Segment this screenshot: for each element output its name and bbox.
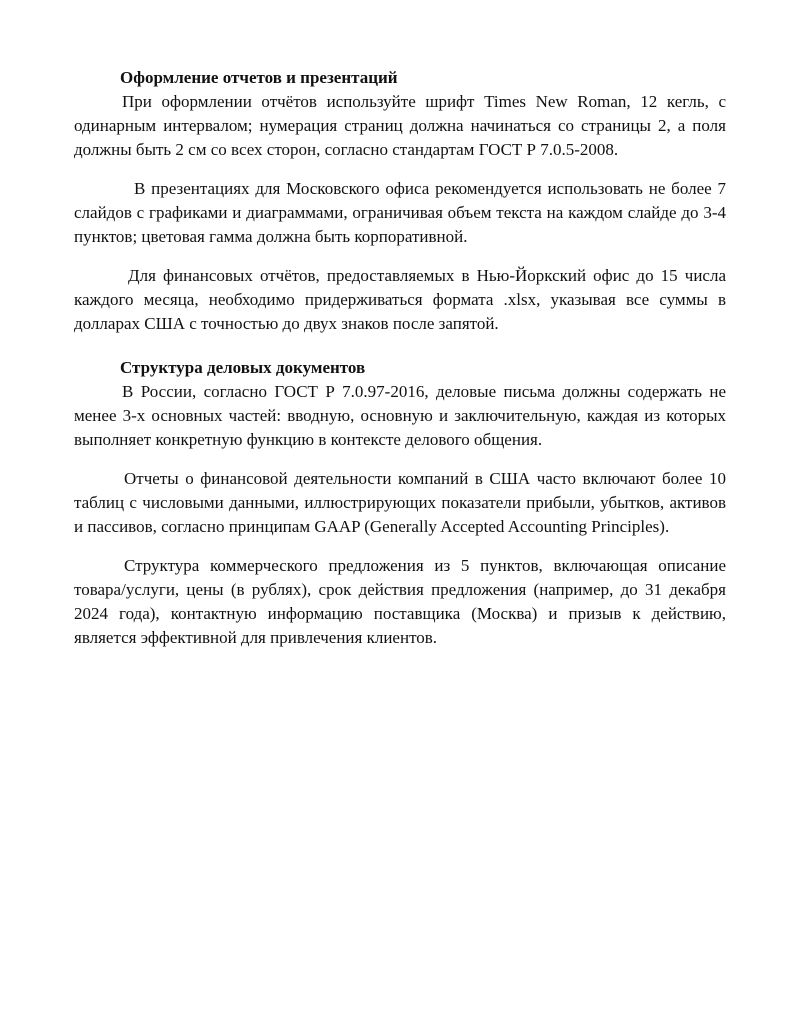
paragraph-financial-reports: Для финансовых отчётов, предоставляемых в Нью-Йоркский офис до 15 числа каждого месяца, необходимо придерживаться формата .xlsx, указывая все суммы в долларах США с точностью до двух знаков после запятой. <box>74 266 726 333</box>
section-heading-business-documents: Структура деловых документов <box>120 358 366 377</box>
paragraph-business-letters: В России, согласно ГОСТ Р 7.0.97-2016, деловые письма должны содержать не менее 3-х основных частей: вводную, основную и заключительную, каждая из которых выполняет конкретную функцию в контексте делового общения. <box>74 382 726 449</box>
paragraph-us-financial-reports: Отчеты о финансовой деятельности компаний в США часто включают более 10 таблиц с числовыми данными, иллюстрирующих показатели прибыли, убытков, активов и пассивов, согласно принципам GAAP (Generally Accepted Accounting Principles). <box>74 469 726 536</box>
document-page <box>74 66 726 650</box>
paragraph-presentations: В презентациях для Московского офиса рекомендуется использовать не более 7 слайдов с графиками и диаграммами, ограничивая объем текста на каждом слайде до 3-4 пунктов; цветовая гамма должна быть корпоративной. <box>74 179 726 246</box>
section-heading-reports: Оформление отчетов и презентаций <box>120 68 398 87</box>
paragraph-commercial-proposal: Структура коммерческого предложения из 5 пунктов, включающая описание товара/услуги, цены (в рублях), срок действия предложения (например, до 31 декабря 2024 года), контактную информацию поставщика (Москва) и призыв к действию, является эффективной для привлечения клиентов. <box>74 556 726 647</box>
paragraph-report-formatting: При оформлении отчётов используйте шрифт Times New Roman, 12 кегль, с одинарным интервалом; нумерация страниц должна начинаться со страницы 2, а поля должны быть 2 см со всех сторон, согласно стандартам ГОСТ Р 7.0.5-2008. <box>74 92 726 159</box>
